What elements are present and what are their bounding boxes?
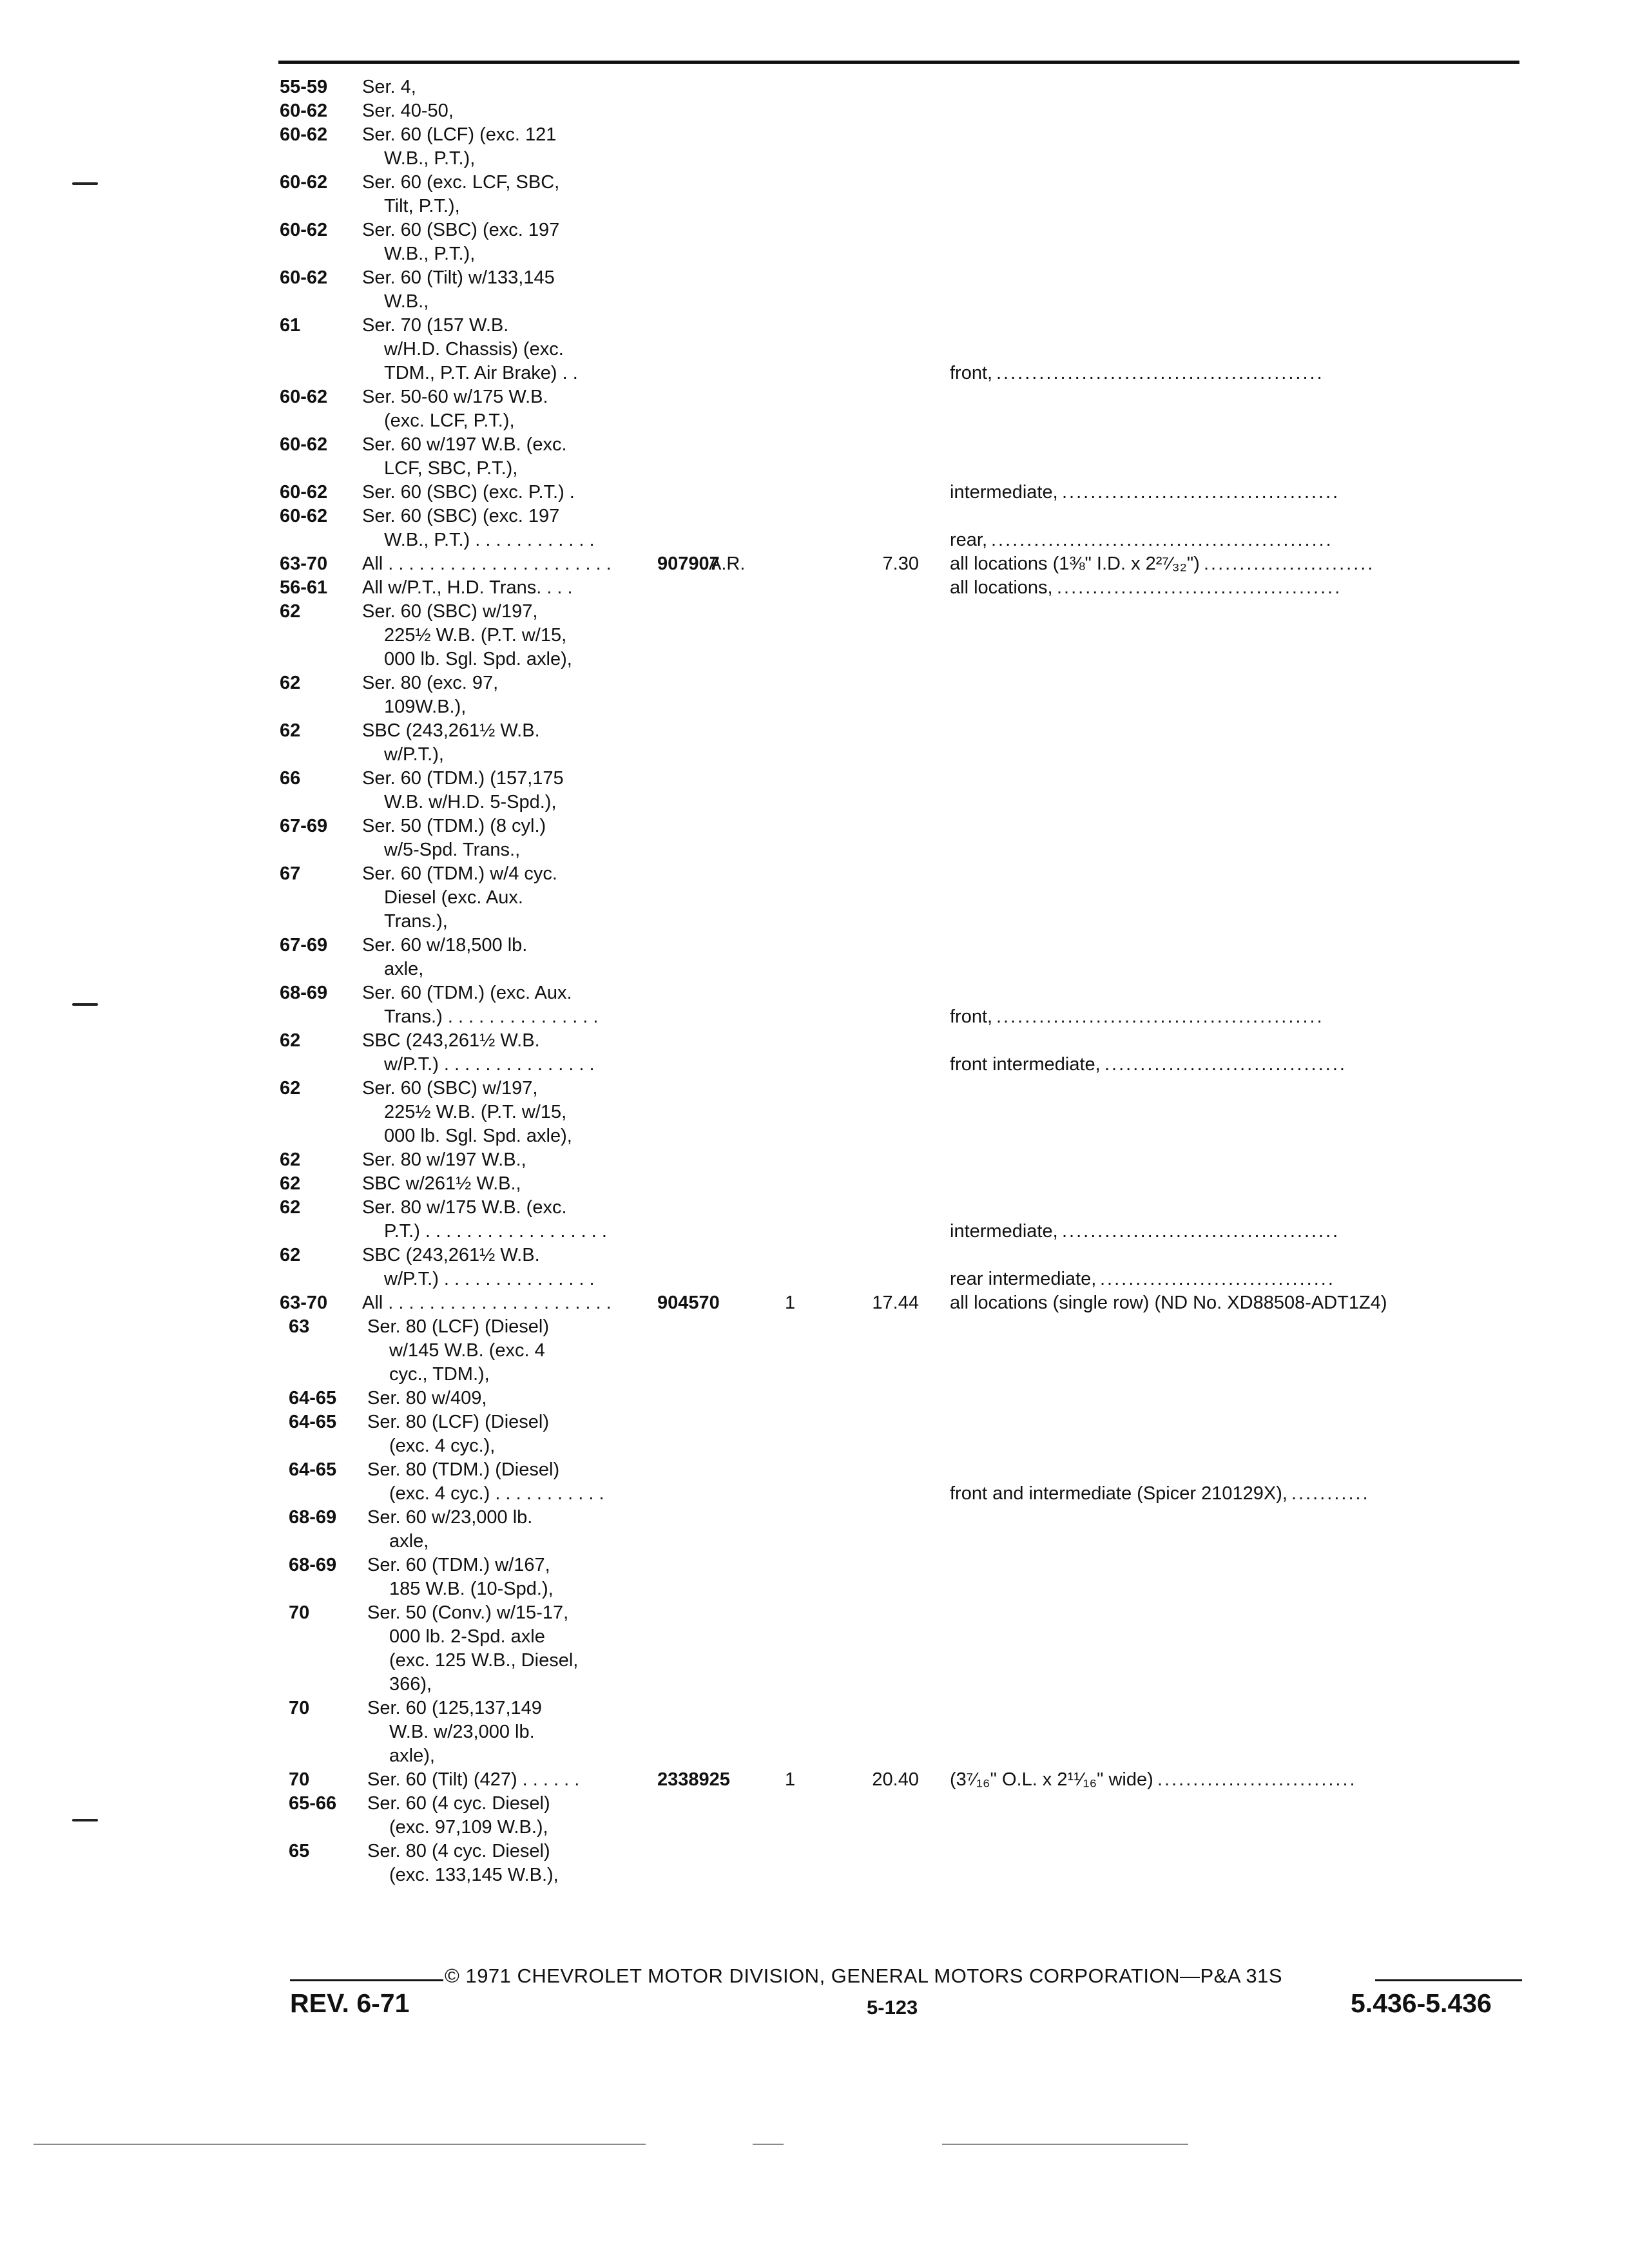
listing-row-line [0,266,1629,290]
model-year: 62 [280,1149,301,1170]
listing-row-line [0,886,1629,910]
application-text: Ser. 60 (4 cyc. Diesel) [367,1793,550,1814]
listing-row-line [0,338,1629,361]
listing-row-line [0,481,1629,505]
list-price: 20.40 [872,1769,919,1790]
application-text: Ser. 80 (LCF) (Diesel) [367,1412,550,1432]
model-year: 60-62 [280,172,328,193]
application-text: Ser. 60 (TDM.) w/4 cyc. [362,863,557,884]
application-text: W.B., P.T.), [384,148,476,169]
listing-row-line [0,1625,1629,1649]
model-year: 55-59 [280,77,328,97]
application-text: w/P.T.) . . . . . . . . . . . . . . . [384,1269,595,1289]
application-text: (exc. LCF, P.T.), [384,410,515,431]
application-text: Ser. 80 (exc. 97, [362,673,499,693]
application-text: Ser. 60 (Tilt) w/133,145 [362,267,555,288]
listing-row-line [0,576,1629,600]
application-text: Ser. 60 (SBC) (exc. 197 [362,506,560,526]
listing-row-line [0,1315,1629,1339]
application-text: 000 lb. 2-Spd. axle [389,1626,545,1647]
listing-row-line [0,1696,1629,1720]
listing-row-line [0,218,1629,242]
model-year: 60-62 [280,220,328,240]
model-year: 70 [289,1769,310,1790]
model-year: 65-66 [289,1793,337,1814]
part-number: 904570 [657,1293,720,1313]
application-text: Ser. 80 w/409, [367,1388,487,1408]
listing-row-line [0,409,1629,433]
listing-row-line [0,1768,1629,1792]
model-year: 62 [280,1197,301,1218]
application-text: 000 lb. Sgl. Spd. axle), [384,1126,572,1146]
listing-row-line [0,1577,1629,1601]
application-text: SBC w/261½ W.B., [362,1173,521,1194]
listing-row-line [0,814,1629,838]
listing-row-line [0,1553,1629,1577]
listing-row-line [0,1267,1629,1291]
model-year: 60-62 [280,267,328,288]
application-text: Ser. 60 (TDM.) (157,175 [362,768,564,789]
listing-row-line [0,671,1629,695]
application-text: (exc. 133,145 W.B.), [389,1865,559,1885]
quantity: 1 [785,1769,796,1790]
listing-row-line [0,123,1629,147]
application-text: Ser. 80 w/175 W.B. (exc. [362,1197,567,1218]
scan-artifact-line [34,2144,646,2145]
model-year: 63-70 [280,553,328,574]
listing-row-line [0,1601,1629,1625]
model-year: 68-69 [280,983,328,1003]
listing-row-line [0,934,1629,957]
application-text: 225½ W.B. (P.T. w/15, [384,625,567,646]
listing-row-line [0,75,1629,99]
listing-row-line [0,910,1629,934]
application-text: w/P.T.), [384,744,444,765]
leader-dots: .............................................. [996,363,1324,383]
application-text: SBC (243,261½ W.B. [362,1245,540,1265]
quantity: A.R. [709,553,746,574]
application-text: Ser. 4, [362,77,416,97]
listing-row-line [0,1172,1629,1196]
listing-row-line [0,1100,1629,1124]
leader-dots: ........... [1291,1483,1370,1504]
location-note: all locations (1⅜" I.D. x 2²⁷⁄₃₂") [950,553,1200,574]
listing-row-line [0,361,1629,385]
scan-artifact-line [753,2144,784,2145]
application-text: Ser. 60 (125,137,149 [367,1698,542,1718]
application-text: SBC (243,261½ W.B. [362,720,540,741]
scan-artifact-line [942,2144,1188,2145]
listing-row-line [0,695,1629,719]
application-text: Ser. 60 (TDM.) w/167, [367,1555,550,1575]
model-year: 60-62 [280,482,328,503]
application-text: 000 lb. Sgl. Spd. axle), [384,649,572,669]
top-rule [278,61,1519,64]
application-text: Ser. 60 (TDM.) (exc. Aux. [362,983,572,1003]
listing-row-line [0,1244,1629,1267]
listing-row-line [0,147,1629,171]
location-note: front, [950,363,993,383]
listing-row-line [0,957,1629,981]
page-number: 5-123 [867,1996,918,2019]
listing-row-line [0,1053,1629,1077]
model-year: 70 [289,1698,310,1718]
list-price: 7.30 [882,553,919,574]
listing-row-line [0,1530,1629,1553]
listing-row-line [0,1220,1629,1244]
quantity: 1 [785,1293,796,1313]
leader-dots: ........................ [1204,553,1375,574]
leader-dots: ........................................ [1057,577,1342,598]
location-note: front and intermediate (Spicer 210129X), [950,1483,1287,1504]
location-note: front intermediate, [950,1054,1101,1075]
listing-row-line [0,1196,1629,1220]
application-text: Ser. 40-50, [362,101,454,121]
application-text: 366), [389,1674,432,1695]
model-year: 62 [280,1173,301,1194]
application-text: Ser. 80 (LCF) (Diesel) [367,1316,550,1337]
listing-row-line [0,862,1629,886]
listing-row-line [0,314,1629,338]
listing-row-line [0,1649,1629,1673]
location-note: intermediate, [950,482,1058,503]
leader-dots: ....................................... [1062,1221,1340,1242]
application-text: Ser. 70 (157 W.B. [362,315,509,336]
footer-rule-right [1375,1979,1522,1981]
model-year: 62 [280,720,301,741]
model-year: 67 [280,863,301,884]
application-text: Ser. 60 w/18,500 lb. [362,935,528,956]
application-text: All w/P.T., H.D. Trans. . . . [362,577,573,598]
application-text: axle), [389,1745,435,1766]
listing-row-line [0,1029,1629,1053]
copyright-line: © 1971 CHEVROLET MOTOR DIVISION, GENERAL MOTORS CORPORATION—P&A 31S [445,1965,1283,1987]
location-note: all locations (single row) (ND No. XD88508-ADT1Z4) [950,1293,1387,1313]
listing-row-line [0,1077,1629,1100]
leader-dots: .................................. [1104,1054,1347,1075]
listing-row-line [0,1410,1629,1434]
model-year: 60-62 [280,124,328,145]
listing-row-line [0,505,1629,528]
application-text: Ser. 60 w/197 W.B. (exc. [362,434,567,455]
model-year: 66 [280,768,301,789]
model-year: 68-69 [289,1507,337,1528]
application-text: w/5-Spd. Trans., [384,840,521,860]
application-text: W.B. w/H.D. 5-Spd.), [384,792,557,812]
model-year: 64-65 [289,1388,337,1408]
application-text: Ser. 60 (SBC) (exc. P.T.) . [362,482,575,503]
application-text: (exc. 97,109 W.B.), [389,1817,548,1838]
application-text: w/145 W.B. (exc. 4 [389,1340,545,1361]
model-year: 67-69 [280,935,328,956]
listing-row-line [0,99,1629,123]
model-year: 68-69 [289,1555,337,1575]
location-note: all locations, [950,577,1053,598]
model-year: 60-62 [280,434,328,455]
listing-row-line [0,1363,1629,1387]
footer-rule-left [290,1979,443,1981]
application-text: W.B., [384,291,429,312]
listing-row-line [0,981,1629,1005]
listing-row-line [0,290,1629,314]
leader-dots: ................................. [1100,1269,1335,1289]
leader-dots: ................................................ [991,530,1333,550]
listing-row-line [0,552,1629,576]
application-text: Ser. 60 (SBC) w/197, [362,601,538,622]
location-note: intermediate, [950,1221,1058,1242]
application-text: SBC (243,261½ W.B. [362,1030,540,1051]
listing-row-line [0,1720,1629,1744]
listing-row-line [0,433,1629,457]
model-year: 60-62 [280,101,328,121]
application-text: 109W.B.), [384,697,467,717]
application-text: Ser. 50 (Conv.) w/15-17, [367,1602,569,1623]
listing-row-line [0,1291,1629,1315]
listing-row-line [0,385,1629,409]
model-year: 67-69 [280,816,328,836]
application-text: Ser. 80 w/197 W.B., [362,1149,526,1170]
listing-row-line [0,1458,1629,1482]
application-text: Ser. 60 (exc. LCF, SBC, [362,172,560,193]
part-number: 907907 [657,553,720,574]
listing-row-line [0,1482,1629,1506]
listing-row-line [0,719,1629,743]
listing-row-line [0,1744,1629,1768]
application-text: LCF, SBC, P.T.), [384,458,518,479]
model-year: 62 [280,673,301,693]
application-text: Ser. 50 (TDM.) (8 cyl.) [362,816,546,836]
application-text: Ser. 60 w/23,000 lb. [367,1507,533,1528]
listing-row-line [0,1339,1629,1363]
application-text: P.T.) . . . . . . . . . . . . . . . . . . [384,1221,607,1242]
section-number: 5.436-5.436 [1351,1988,1492,2018]
listing-row-line [0,648,1629,671]
application-text: axle, [389,1531,429,1552]
leader-dots: .............................................. [996,1006,1324,1027]
model-year: 62 [280,1245,301,1265]
application-text: w/P.T.) . . . . . . . . . . . . . . . [384,1054,595,1075]
application-text: TDM., P.T. Air Brake) . . [384,363,578,383]
list-price: 17.44 [872,1293,919,1313]
model-year: 60-62 [280,506,328,526]
location-note: (3⁷⁄₁₆" O.L. x 2¹¹⁄₁₆" wide) [950,1769,1153,1790]
application-text: Trans.), [384,911,448,932]
application-text: cyc., TDM.), [389,1364,490,1385]
part-number: 2338925 [657,1769,730,1790]
listing-row-line [0,624,1629,648]
listing-row-line [0,1148,1629,1172]
model-year: 56-61 [280,577,328,598]
listing-row-line [0,838,1629,862]
application-text: All . . . . . . . . . . . . . . . . . . . . . . [362,553,612,574]
application-text: Ser. 60 (LCF) (exc. 121 [362,124,557,145]
listing-row-line [0,1673,1629,1696]
application-text: Ser. 60 (Tilt) (427) . . . . . . [367,1769,580,1790]
application-text: W.B., P.T.), [384,244,476,264]
listing-row-line [0,767,1629,791]
revision-label: REV. 6-71 [290,1988,410,2018]
listing-row-line [0,1434,1629,1458]
location-note: rear intermediate, [950,1269,1097,1289]
listing-row-line [0,600,1629,624]
listing-row-line [0,1840,1629,1863]
listing-row-line [0,457,1629,481]
application-text: w/H.D. Chassis) (exc. [384,339,564,360]
listing-row-line [0,1506,1629,1530]
application-text: Diesel (exc. Aux. [384,887,523,908]
listing-row-line [0,242,1629,266]
listing-row-line [0,1387,1629,1410]
model-year: 70 [289,1602,310,1623]
model-year: 63-70 [280,1293,328,1313]
model-year: 65 [289,1841,310,1861]
application-text: (exc. 4 cyc.) . . . . . . . . . . . [389,1483,604,1504]
application-text: Ser. 50-60 w/175 W.B. [362,387,548,407]
application-text: W.B. w/23,000 lb. [389,1722,535,1742]
application-text: Ser. 60 (SBC) w/197, [362,1078,538,1099]
model-year: 64-65 [289,1412,337,1432]
leader-dots: ....................................... [1062,482,1340,503]
application-text: Ser. 80 (TDM.) (Diesel) [367,1459,560,1480]
listing-row-line [0,195,1629,218]
model-year: 62 [280,1030,301,1051]
application-text: All . . . . . . . . . . . . . . . . . . . . . . [362,1293,612,1313]
application-text: Trans.) . . . . . . . . . . . . . . . [384,1006,599,1027]
model-year: 62 [280,1078,301,1099]
application-text: (exc. 4 cyc.), [389,1436,496,1456]
listing-row-line [0,171,1629,195]
model-year: 62 [280,601,301,622]
leader-dots: ............................ [1157,1769,1357,1790]
listing-row-line [0,743,1629,767]
model-year: 64-65 [289,1459,337,1480]
application-text: Tilt, P.T.), [384,196,460,216]
location-note: front, [950,1006,993,1027]
listing-row-line [0,1005,1629,1029]
listing-row-line [0,1816,1629,1840]
location-note: rear, [950,530,988,550]
listing-row-line [0,791,1629,814]
listing-row-line [0,1124,1629,1148]
model-year: 61 [280,315,301,336]
listing-row-line [0,1792,1629,1816]
application-text: Ser. 60 (SBC) (exc. 197 [362,220,560,240]
model-year: 63 [289,1316,310,1337]
model-year: 60-62 [280,387,328,407]
application-text: (exc. 125 W.B., Diesel, [389,1650,579,1671]
application-text: Ser. 80 (4 cyc. Diesel) [367,1841,550,1861]
application-text: axle, [384,959,424,979]
application-text: 185 W.B. (10-Spd.), [389,1579,554,1599]
application-text: 225½ W.B. (P.T. w/15, [384,1102,567,1122]
listing-row-line [0,528,1629,552]
application-text: W.B., P.T.) . . . . . . . . . . . . [384,530,595,550]
listing-row-line [0,1863,1629,1887]
